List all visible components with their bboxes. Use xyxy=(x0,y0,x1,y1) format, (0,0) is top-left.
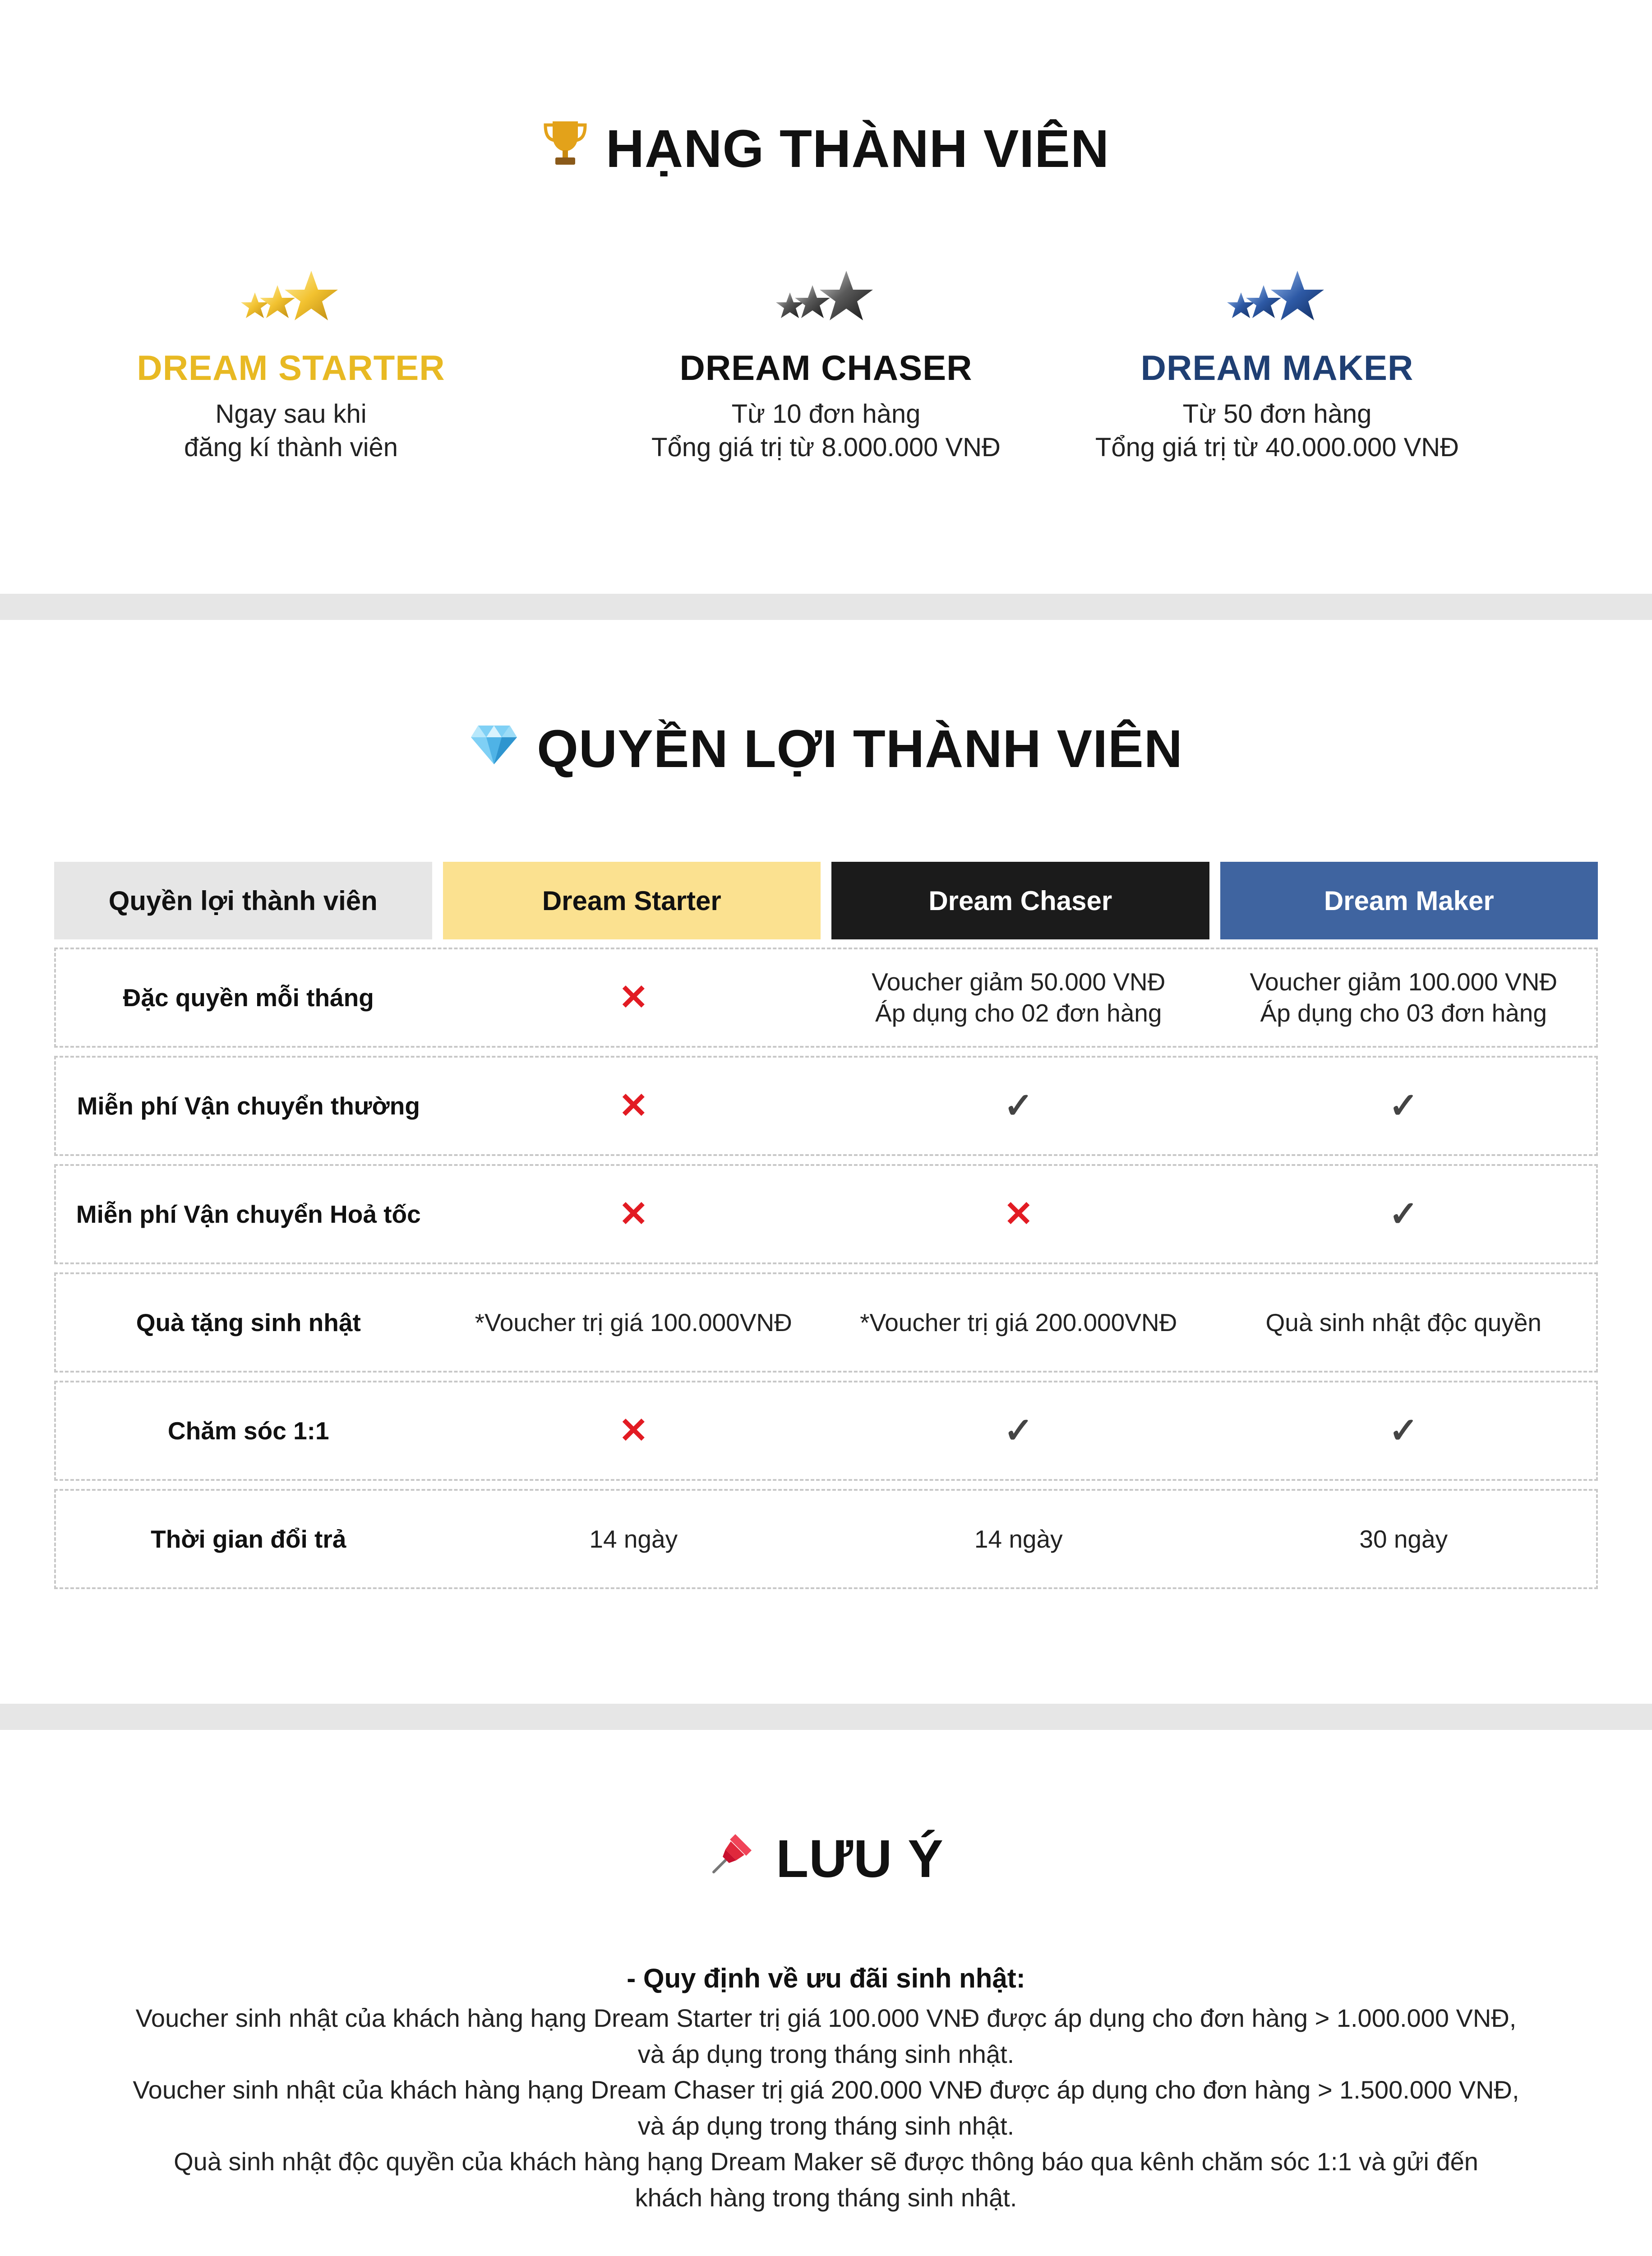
note-line: Quà sinh nhật độc quyền của khách hàng hạng Dream Maker sẽ được thông báo qua kênh chăm sóc 1:1 và gửi đến xyxy=(174,2147,1478,2176)
chaser-value xyxy=(826,1166,1211,1262)
tier-condition-1: Từ 10 đơn hàng xyxy=(731,399,921,429)
table-row xyxy=(54,1272,1598,1373)
pushpin-icon xyxy=(708,1828,758,1890)
table-row xyxy=(54,1489,1598,1589)
tier-name: DREAM STARTER xyxy=(137,348,445,388)
tier-name: DREAM CHASER xyxy=(679,348,973,388)
note-line: Voucher sinh nhật của khách hàng hạng Dream Starter trị giá 100.000 VNĐ được áp dụng cho đơn hàng > 1.000.000 VNĐ, xyxy=(135,2004,1517,2032)
table-row xyxy=(54,1381,1598,1481)
cross-icon: ✕ xyxy=(618,1194,648,1234)
maker-value xyxy=(1211,1382,1597,1479)
note-birthday xyxy=(63,1963,1589,2215)
starter-value xyxy=(441,1058,826,1154)
maker-value xyxy=(1211,1166,1597,1262)
tier-condition-2: Tổng giá trị từ 8.000.000 VNĐ xyxy=(651,432,1001,462)
maker-value: Quà sinh nhật độc quyền xyxy=(1265,1308,1542,1336)
note-heading: - Quy định về ưu đãi sinh nhật: xyxy=(627,1963,1025,1993)
table-row xyxy=(54,948,1598,1048)
benefit-label: Quà tặng sinh nhật xyxy=(136,1308,361,1336)
note-line: và áp dụng trong tháng sinh nhật. xyxy=(637,2111,1015,2140)
benefit-label: Thời gian đổi trả xyxy=(151,1525,346,1553)
tiers-title-text: HẠNG THÀNH VIÊN xyxy=(605,119,1110,179)
starter-value xyxy=(441,949,826,1046)
cross-icon: ✕ xyxy=(1004,1194,1034,1234)
blue-stars-icon xyxy=(1214,257,1340,329)
gold-stars-icon xyxy=(228,257,354,329)
header-dream-starter: Dream Starter xyxy=(443,862,821,939)
check-icon: ✓ xyxy=(1004,1410,1034,1451)
tier-condition-2: Tổng giá trị từ 40.000.000 VNĐ xyxy=(1095,432,1459,462)
starter-value xyxy=(441,1382,826,1479)
section-divider xyxy=(0,1704,1652,1730)
benefits-title-text: QUYỀN LỢI THÀNH VIÊN xyxy=(537,719,1183,779)
table-header-row xyxy=(54,862,1598,939)
benefit-label: Miễn phí Vận chuyển Hoả tốc xyxy=(76,1200,421,1228)
benefits-title xyxy=(0,713,1652,785)
check-icon: ✓ xyxy=(1389,1194,1418,1234)
diamond-icon xyxy=(469,718,519,780)
tier-condition-1: Từ 50 đơn hàng xyxy=(1182,399,1372,429)
section-divider xyxy=(0,594,1652,620)
note-line: Voucher sinh nhật của khách hàng hạng Dream Chaser trị giá 200.000 VNĐ được áp dụng cho đơn hàng > 1.500.000 VNĐ, xyxy=(133,2076,1519,2104)
tier-dream-maker xyxy=(1052,257,1503,463)
benefits-table xyxy=(54,862,1598,1589)
maker-value: 30 ngày xyxy=(1359,1525,1448,1553)
starter-value xyxy=(441,1166,826,1262)
maker-value xyxy=(1211,949,1597,1046)
chaser-value xyxy=(826,1058,1211,1154)
tier-name: DREAM MAKER xyxy=(1140,348,1414,388)
cross-icon: ✕ xyxy=(618,1410,648,1451)
chaser-value xyxy=(826,949,1211,1046)
notes-title-text: LƯU Ý xyxy=(776,1829,944,1889)
note-line: và áp dụng trong tháng sinh nhật. xyxy=(637,2039,1015,2068)
header-dream-maker: Dream Maker xyxy=(1220,862,1598,939)
voucher-line: Voucher giảm 100.000 VNĐ xyxy=(1250,968,1558,996)
header-benefit: Quyền lợi thành viên xyxy=(54,862,432,939)
chaser-value: 14 ngày xyxy=(974,1525,1063,1553)
table-row xyxy=(54,1056,1598,1156)
benefit-label: Đặc quyền mỗi tháng xyxy=(123,983,374,1012)
check-icon: ✓ xyxy=(1389,1086,1418,1126)
maker-value xyxy=(1211,1058,1597,1154)
trophy-icon xyxy=(543,118,588,180)
cross-icon: ✕ xyxy=(618,1086,648,1126)
notes-title xyxy=(0,1823,1652,1895)
chaser-value xyxy=(826,1382,1211,1479)
tier-condition-2: đăng kí thành viên xyxy=(184,432,398,462)
tier-dream-chaser xyxy=(600,257,1052,463)
header-dream-chaser: Dream Chaser xyxy=(831,862,1209,939)
note-line: khách hàng trong tháng sinh nhật. xyxy=(635,2183,1017,2212)
voucher-line: Áp dụng cho 02 đơn hàng xyxy=(875,999,1162,1027)
voucher-line: Áp dụng cho 03 đơn hàng xyxy=(1260,999,1547,1027)
benefit-label: Miễn phí Vận chuyển thường xyxy=(77,1091,420,1120)
check-icon: ✓ xyxy=(1004,1086,1034,1126)
check-icon: ✓ xyxy=(1389,1410,1418,1451)
tiers-title xyxy=(0,113,1652,185)
cross-icon: ✕ xyxy=(618,977,648,1017)
starter-value: 14 ngày xyxy=(589,1525,678,1553)
chaser-value: *Voucher trị giá 200.000VNĐ xyxy=(860,1308,1177,1336)
tier-dream-starter xyxy=(65,257,517,463)
benefit-label: Chăm sóc 1:1 xyxy=(167,1416,329,1445)
table-row xyxy=(54,1164,1598,1264)
starter-value: *Voucher trị giá 100.000VNĐ xyxy=(475,1308,792,1336)
tier-condition-1: Ngay sau khi xyxy=(215,399,367,429)
voucher-line: Voucher giảm 50.000 VNĐ xyxy=(872,968,1166,996)
silver-stars-icon xyxy=(763,257,889,329)
